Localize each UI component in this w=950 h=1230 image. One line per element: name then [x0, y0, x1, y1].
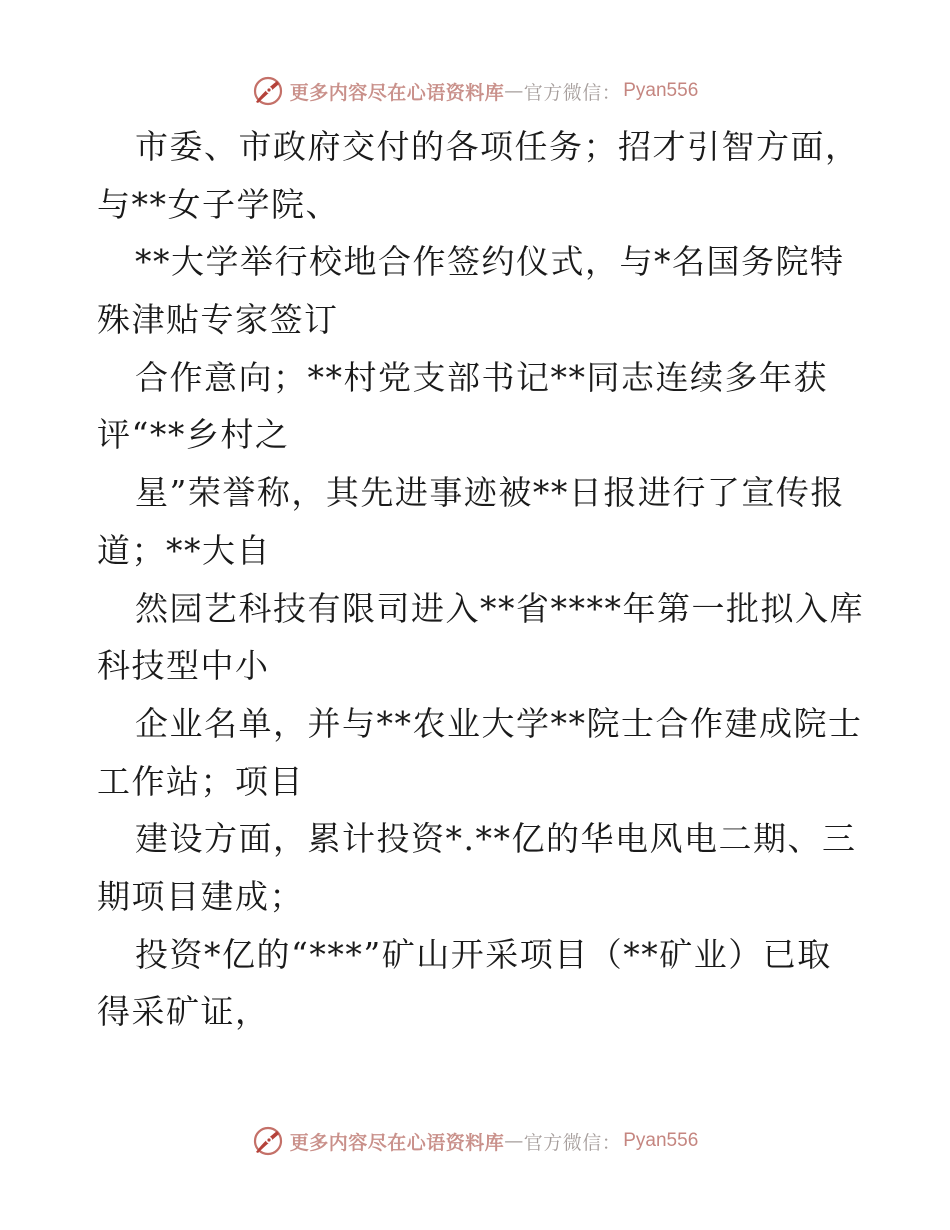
watermark-handle: Pyan556: [623, 1130, 699, 1151]
text-line: 然园艺科技有限司进入**省****年第一批拟入库: [135, 588, 864, 628]
watermark-wechat-label: 官方微信：: [523, 1131, 622, 1154]
watermark-title: 更多内容尽在心语资料库: [289, 1131, 505, 1154]
watermark-title: 更多内容尽在心语资料库: [289, 81, 505, 104]
text-line: 得采矿证，: [97, 992, 270, 1032]
text-line: **大学举行校地合作签约仪式，与*名国务院特: [135, 242, 845, 282]
text-line: 期项目建成；: [97, 876, 304, 916]
text-line: 与**女子学院、: [97, 184, 340, 224]
watermark-wechat-label: 官方微信：: [523, 81, 622, 104]
document-body: [97, 118, 864, 1041]
text-line: 合作意向；**村党支部书记**同志连续多年获: [135, 357, 828, 397]
text-line: 道；**大自: [97, 530, 271, 570]
text-line: 投资*亿的“***”矿山开采项目（**矿业）已取: [135, 934, 832, 974]
text-line: 市委、市政府交付的各项任务；招才引智方面，: [135, 127, 860, 166]
text-line: 殊津贴专家签订: [97, 300, 339, 340]
text-line: 评“**乡村之: [97, 415, 290, 455]
pen-nib-logo-icon: [252, 1125, 284, 1157]
text-line: 企业名单，并与**农业大学**院士合作建成院士: [135, 703, 863, 743]
watermark-handle: Pyan556: [623, 80, 699, 101]
header-watermark: [0, 71, 950, 111]
footer-watermark: [0, 1121, 950, 1161]
text-line: 科技型中小: [97, 646, 270, 686]
pen-nib-logo-icon: [252, 75, 284, 107]
text-line: 工作站；项目: [97, 761, 304, 801]
text-line: 建设方面，累计投资*.**亿的华电风电二期、三: [135, 819, 857, 859]
watermark-dash: —: [504, 1130, 524, 1152]
watermark-dash: —: [504, 80, 524, 102]
text-line: 星”荣誉称，其先进事迹被**日报进行了宣传报: [135, 473, 845, 513]
